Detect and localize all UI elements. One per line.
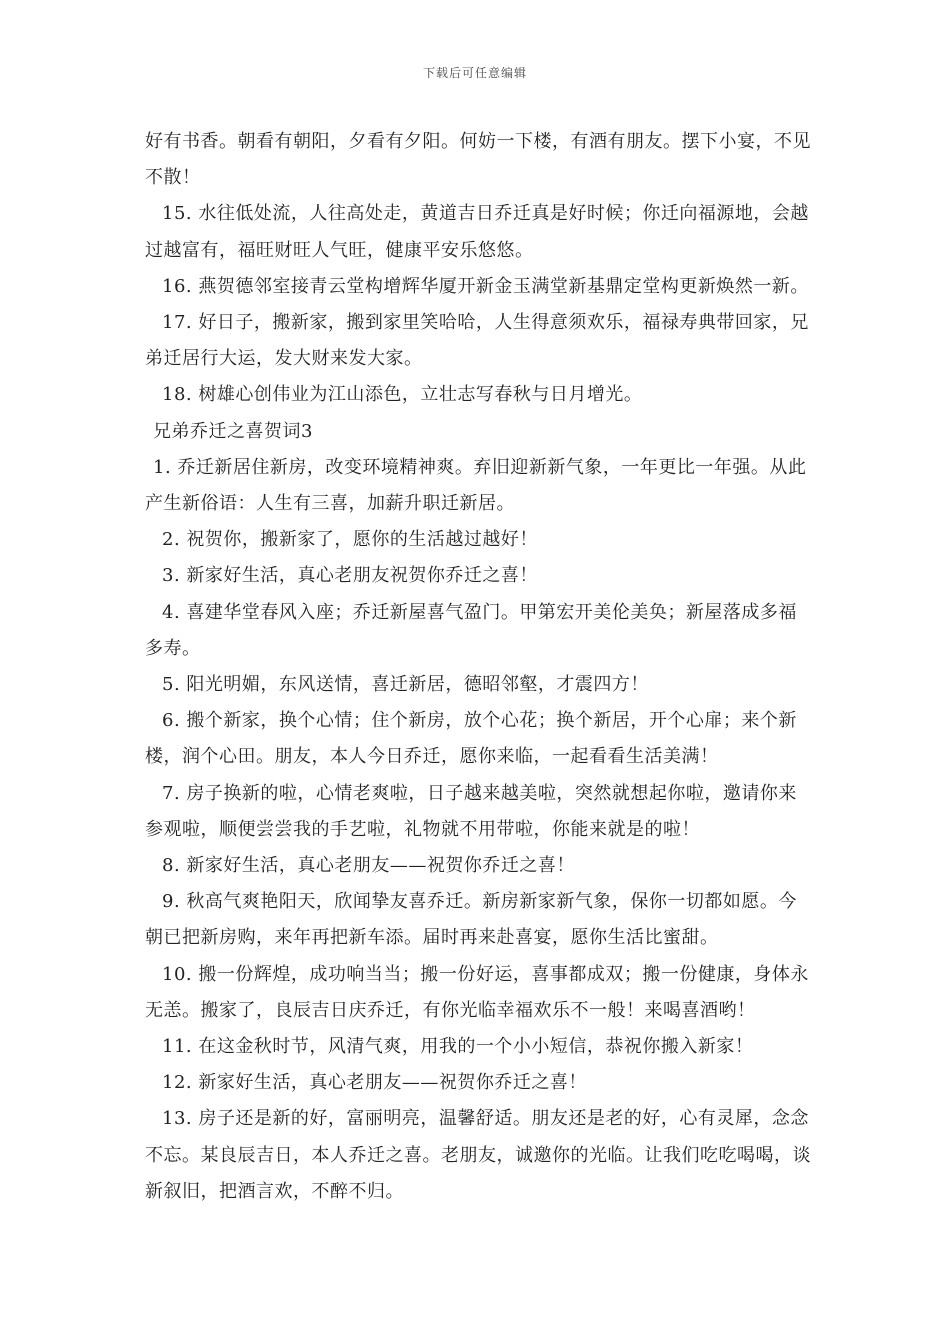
paragraph-item-7: 7. 房子换新的啦，心情老爽啦，日子越来越美啦，突然就想起你啦，邀请你来参观啦，顺便尝尝我的手艺啦，礼物就不用带啦，你能来就是的啦！ bbox=[145, 782, 797, 840]
paragraph-item-13: 13. 房子还是新的好，富丽明亮，温馨舒适。朋友还是老的好，心有灵犀，念念不忘。某良辰吉日，本人乔迁之喜。老朋友，诚邀你的光临。让我们吃吃喝喝，谈新叙旧，把酒言欢，不醉不归。 bbox=[145, 1108, 811, 1202]
paragraph-item-18: 18. 树雄心创伟业为江山添色，立壮志写春秋与日月增光。 bbox=[162, 384, 643, 406]
paragraph-item-9: 9. 秋高气爽艳阳天，欣闻挚友喜乔迁。新房新家新气象，保你一切都如愿。今朝已把新房购，来年再把新车添。届时再来赴喜宴，愿你生活比蜜甜。 bbox=[145, 891, 797, 949]
page-header: 下载后可任意编辑 bbox=[422, 66, 527, 80]
paragraph-item-10: 10. 搬一份辉煌，成功响当当；搬一份好运，喜事都成双；搬一份健康，身体永无恙。搬家了，良辰吉日庆乔迁，有你光临幸福欢乐不一般！来喝喜酒哟！ bbox=[145, 963, 809, 1021]
paragraph-item-2: 2. 祝贺你，搬新家了，愿你的生活越过越好！ bbox=[162, 529, 538, 551]
paragraph-item-4: 4. 喜建华堂春风入座；乔迁新屋喜气盈门。甲第宏开美伦美奂；新屋落成多福多寿。 bbox=[145, 601, 797, 659]
section-heading: 兄弟乔迁之喜贺词3 bbox=[153, 420, 313, 442]
paragraph-item-16: 16. 燕贺德邻室接青云堂构增辉华厦开新金玉满堂新基鼎定堂构更新焕然一新。 bbox=[162, 275, 809, 297]
paragraph-item-5: 5. 阳光明媚，东风送情，喜迁新居，德昭邻壑，才震四方！ bbox=[162, 674, 649, 696]
paragraph-item-3: 3. 新家好生活，真心老朋友祝贺你乔迁之喜！ bbox=[162, 565, 538, 587]
paragraph-item-11: 11. 在这金秋时节，风清气爽，用我的一个小小短信，恭祝你搬入新家！ bbox=[162, 1036, 754, 1058]
paragraph-item-15: 15. 水往低处流，人往高处走，黄道吉日乔迁真是好时候；你迁向福源地，会越过越富有，福旺财旺人气旺，健康平安乐悠悠。 bbox=[145, 203, 809, 261]
paragraph-item-1: 1. 乔迁新居住新房，改变环境精神爽。弃旧迎新新气象，一年更比一年强。从此产生新俗语：人生有三喜，加薪升职迁新居。 bbox=[145, 456, 807, 515]
paragraph-item-8: 8. 新家好生活，真心老朋友——祝贺你乔迁之喜！ bbox=[162, 855, 575, 877]
paragraph-item-17: 17. 好日子，搬新家，搬到家里笑哈哈，人生得意须欢乐，福禄寿典带回家，兄弟迁居行大运，发大财来发大家。 bbox=[145, 312, 809, 370]
paragraph-continuation: 好有书香。朝看有朝阳，夕看有夕阳。何妨一下楼，有酒有朋友。摆下小宴，不见不散！ bbox=[145, 131, 811, 189]
paragraph-item-6: 6. 搬个新家，换个心情；住个新房，放个心花；换个新居，开个心扉；来个新楼，润个心田。朋友，本人今日乔迁，愿你来临，一起看看生活美满！ bbox=[145, 710, 797, 768]
paragraph-item-12: 12. 新家好生活，真心老朋友——祝贺你乔迁之喜！ bbox=[162, 1072, 587, 1094]
document-body bbox=[145, 124, 815, 1210]
